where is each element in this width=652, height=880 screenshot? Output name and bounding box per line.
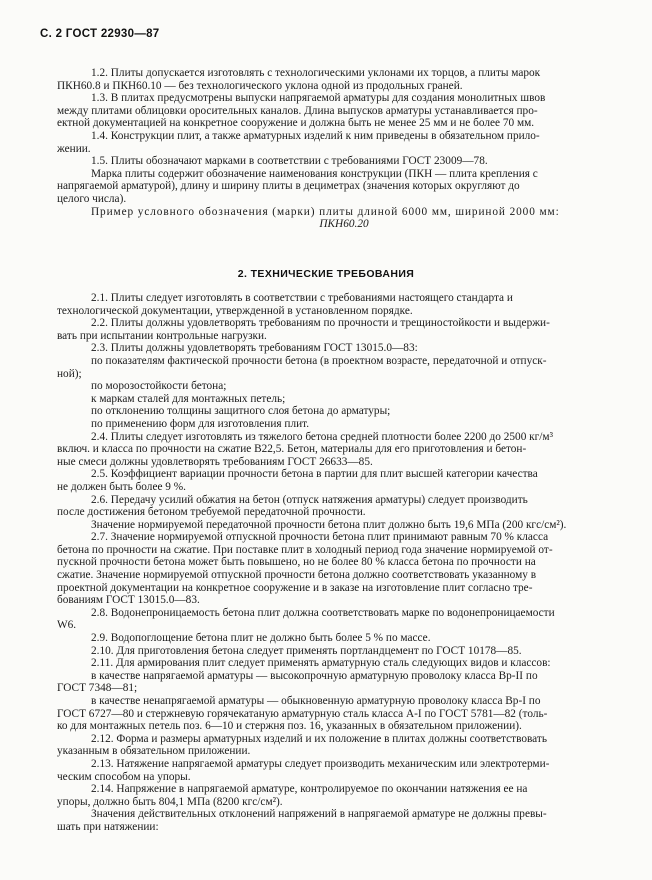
paragraph-line: 2.8. Водонепроницаемость бетона плит должна соответствовать марке по водонепроницаемости <box>91 606 555 619</box>
paragraph-line: 2.10. Для приготовления бетона следует применять портландцемент по ГОСТ 10178—85. <box>91 644 522 657</box>
paragraph-line: 2.4. Плиты следует изготовлять из тяжелого бетона средней плотности более 2200 до 2500 кг/м³ <box>91 430 553 443</box>
paragraph-line: 2.12. Форма и размеры арматурных изделий и их положение в плитах должны соответствовать <box>91 732 547 745</box>
paragraph-line: к маркам сталей для монтажных петель; <box>91 392 286 405</box>
paragraph-line: жении. <box>57 142 91 155</box>
paragraph-line: сжатие. Значение нормируемой отпускной прочности бетона должно соответствовать указанному в <box>57 569 537 582</box>
paragraph-line: между плитами облицовки оросительных каналов. Длина выпусков арматуры устанавливается про- <box>57 104 538 117</box>
paragraph-line: пускной прочности бетона может быть повышено, но не более 80 % класса бетона по прочности на <box>57 556 536 569</box>
paragraph-line: шать при натяжении: <box>57 820 159 833</box>
paragraph-line: 1.5. Плиты обозначают марками в соответствии с требованиями ГОСТ 23009—78. <box>91 155 488 168</box>
paragraph-line: 1.3. В плитах предусмотрены выпуски напрягаемой арматуры для создания монолитных швов <box>91 92 546 105</box>
paragraph-line: 1.2. Плиты допускается изготовлять с технологическими уклонами их торцов, а плиты марок <box>91 67 541 79</box>
paragraph-line: ные смеси должны удовлетворять требованиям ГОСТ 26633—85. <box>57 455 373 468</box>
paragraph-line: ческим способом на упоры. <box>57 770 191 783</box>
paragraph-line: в качестве напрягаемой арматуры — высокопрочную арматурную проволоку класса Вр-II по <box>91 669 538 682</box>
paragraph-line: проектной документации на конкретное сооружение и в заказе на изготовление плит согласно тре- <box>57 581 533 594</box>
paragraph-line: упоры, должно быть 804,1 МПа (8200 кгс/см²). <box>57 795 283 808</box>
paragraph-line: ной); <box>57 367 82 380</box>
paragraph-line: 2.3. Плиты должны удовлетворять требованиям ГОСТ 13015.0—83: <box>91 342 418 355</box>
paragraph-line: ГОСТ 6727—80 и стержневую горячекатаную арматурную сталь класса А-I по ГОСТ 5781—82 (толь- <box>57 707 548 720</box>
paragraph-line: в качестве ненапрягаемой арматуры — обыкновенную арматурную проволоку класса Вр-I по <box>91 695 541 707</box>
paragraph-line: включ. и класса по прочности на сжатие В22,5. Бетон, материалы для его приготовления и бетон- <box>57 443 527 456</box>
paragraph-line: ко для монтажных петель поз. 6—10 и стержня поз. 16, указанных в обязательном приложении). <box>57 720 522 733</box>
paragraph-line: напрягаемой арматурой), длину и ширину плиты в дециметрах (значения которых округляют до <box>57 180 520 193</box>
paragraph-line: Марка плиты содержит обозначение наименования конструкции (ПКН — плита крепления с <box>91 167 538 180</box>
paragraph-line: указанным в обязательном приложении. <box>57 745 251 758</box>
example-mark: ПКН60.20 <box>319 218 369 231</box>
section-title: 2. ТЕХНИЧЕСКИЕ ТРЕБОВАНИЯ <box>237 268 415 280</box>
page-header: С. 2 ГОСТ 22930—87 <box>40 28 160 40</box>
paragraph-line: Значения действительных отклонений напряжений в напрягаемой арматуре не должны превы- <box>91 808 547 821</box>
section-2-body <box>57 292 631 834</box>
paragraph-line: ГОСТ 7348—81; <box>57 682 138 695</box>
paragraph-line: бованиям ГОСТ 13015.0—83. <box>57 594 200 607</box>
paragraph-line: 2.7. Значение нормируемой отпускной прочности бетона плит принимают равным 70 % класса <box>91 531 549 544</box>
paragraph-line: технологической документации, утвержденной в установленном порядке. <box>57 304 413 317</box>
paragraph-line: 2.13. Натяжение напрягаемой арматуры следует производить механическим или электротерми- <box>91 757 550 770</box>
paragraph-line: Значение нормируемой передаточной прочности бетона плит должно быть 19,6 МПа (200 кгс/см²). <box>91 518 567 531</box>
paragraph-line: 2.9. Водопоглощение бетона плит не должно быть более 5 % по массе. <box>91 632 431 645</box>
paragraph-line: W6. <box>57 619 77 632</box>
paragraph-line: 2.11. Для армирования плит следует применять арматурную сталь следующих видов и классов: <box>91 657 551 670</box>
paragraph-line: не должен быть более 9 %. <box>57 480 187 493</box>
paragraph-line: вать при испытании контрольные нагрузки. <box>57 329 267 342</box>
paragraph-line: по показателям фактической прочности бетона (в проектном возрасте, передаточной и отпуск- <box>91 354 547 367</box>
paragraph-line: целого числа). <box>57 192 127 205</box>
paragraph-line: по отклонению толщины защитного слоя бетона до арматуры; <box>91 405 391 418</box>
paragraph-line: 1.4. Конструкции плит, а также арматурных изделий к ним приведены в обязательном прило- <box>91 129 540 142</box>
paragraph-line: ПКН60.8 и ПКН60.10 — без технологического уклона одной из продольных граней. <box>57 79 463 92</box>
paragraph-line: после достижения бетоном требуемой передаточной прочности. <box>57 506 366 519</box>
paragraph-line: ектной документацией на конкретное сооружение и должна быть не менее 25 мм и не более 70 мм. <box>57 117 535 130</box>
section-1-continuation <box>57 67 631 231</box>
paragraph-line: по морозостойкости бетона; <box>91 380 227 393</box>
paragraph-line: 2.5. Коэффициент вариации прочности бетона в партии для плит высшей категории качества <box>91 468 538 481</box>
example-line: Пример условного обозначения (марки) плиты длиной 6000 мм, шириной 2000 мм: <box>91 205 560 218</box>
paragraph-line: 2.6. Передачу усилий обжатия на бетон (отпуск натяжения арматуры) следует производить <box>91 493 528 506</box>
paragraph-line: по применению форм для изготовления плит. <box>91 417 310 430</box>
paragraph-line: 2.2. Плиты должны удовлетворять требованиям по прочности и трещиностойкости и выдержи- <box>91 317 550 330</box>
paragraph-line: 2.14. Напряжение в напрягаемой арматуре, контролируемое по окончании натяжения ее на <box>91 783 528 796</box>
paragraph-line: 2.1. Плиты следует изготовлять в соответствии с требованиями настоящего стандарта и <box>91 292 513 304</box>
paragraph-line: бетона по прочности на сжатие. При поставке плит в холодный период года значение нормируемой от- <box>57 543 553 556</box>
